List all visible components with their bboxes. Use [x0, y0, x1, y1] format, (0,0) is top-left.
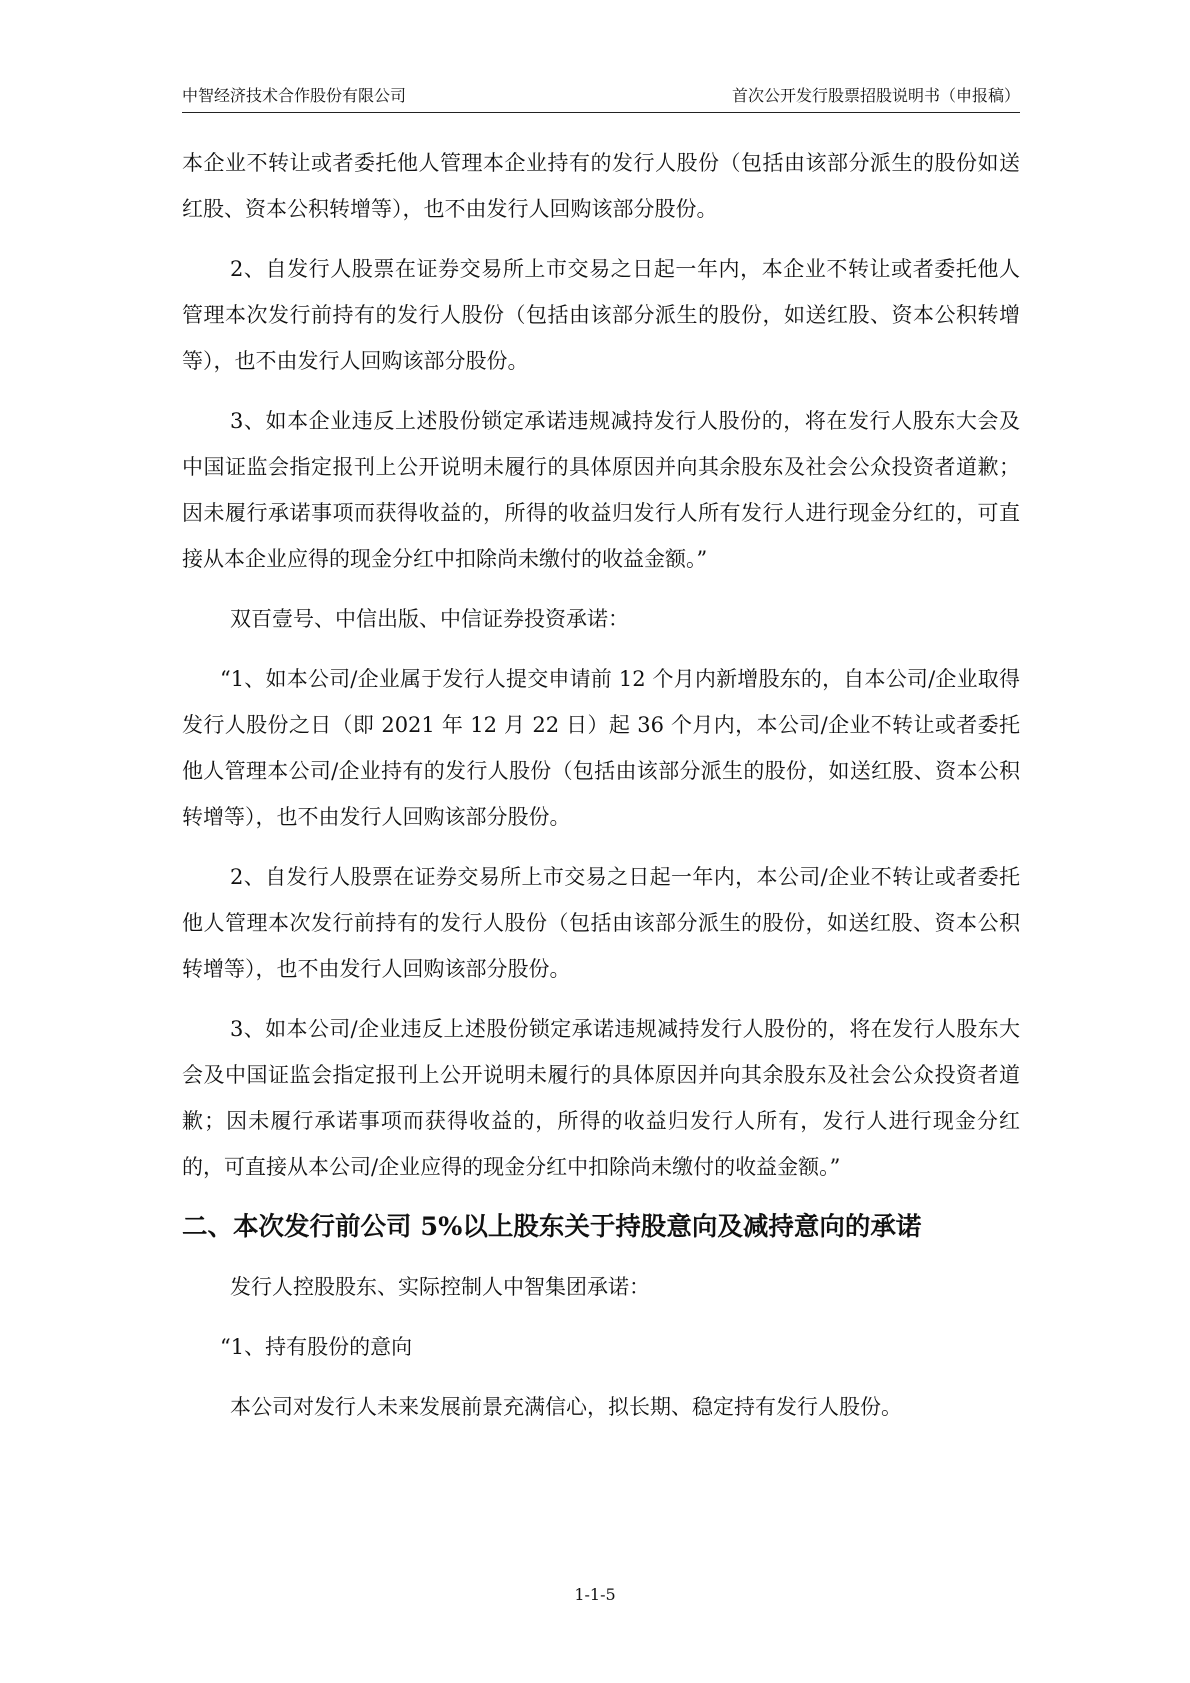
header-company-name: 中智经济技术合作股份有限公司 — [182, 86, 407, 105]
paragraph: “1、持有股份的意向 — [220, 1335, 413, 1359]
paragraph: 3、如本企业违反上述股份锁定承诺违规减持发行人股份的，将在发行人股东大会及中国证监会指定报刊上公开说明未履行的具体原因并向其余股东及社会公众投资者道歉；因未履行承诺事项而获得收益的，所得的收益归发行人所有发行人进行现金分红的，可直接从本企业应得的现金分红中扣除尚未缴付的收益金额。” — [182, 409, 1020, 571]
header-document-title: 首次公开发行股票招股说明书（申报稿） — [731, 86, 1020, 105]
page-header — [182, 84, 1020, 113]
page-number: 1-1-5 — [574, 1585, 616, 1604]
paragraph: 本企业不转让或者委托他人管理本企业持有的发行人股份（包括由该部分派生的股份如送红股、资本公积转增等），也不由发行人回购该部分股份。 — [182, 151, 1020, 221]
paragraph: 3、如本公司/企业违反上述股份锁定承诺违规减持发行人股份的，将在发行人股东大会及中国证监会指定报刊上公开说明未履行的具体原因并向其余股东及社会公众投资者道歉；因未履行承诺事项而获得收益的，所得的收益归发行人所有，发行人进行现金分红的，可直接从本公司/企业应得的现金分红中扣除尚未缴付的收益金额。” — [182, 1017, 1020, 1179]
paragraph: 发行人控股股东、实际控制人中智集团承诺： — [230, 1275, 650, 1299]
paragraph: 2、自发行人股票在证券交易所上市交易之日起一年内，本企业不转让或者委托他人管理本次发行前持有的发行人股份（包括由该部分派生的股份，如送红股、资本公积转增等），也不由发行人回购该部分股份。 — [182, 257, 1020, 373]
section-heading: 二、本次发行前公司 5%以上股东关于持股意向及减持意向的承诺 — [182, 1212, 922, 1242]
page-footer — [0, 1585, 1190, 1604]
paragraph: 双百壹号、中信出版、中信证券投资承诺： — [230, 607, 629, 631]
paragraph: “1、如本公司/企业属于发行人提交申请前 12 个月内新增股东的，自本公司/企业取得发行人股份之日（即 2021 年 12 月 22 日）起 36 个月内，本公司/企业不转让或者委托他人管理本公司/企业持有的发行人股份（包括由该部分派生的股份，如送红股、资本公积转增等），也不由发行人回购该部分股份。 — [182, 667, 1020, 829]
paragraph: 2、自发行人股票在证券交易所上市交易之日起一年内，本公司/企业不转让或者委托他人管理本次发行前持有的发行人股份（包括由该部分派生的股份，如送红股、资本公积转增等），也不由发行人回购该部分股份。 — [182, 865, 1020, 981]
page-body — [182, 140, 1020, 1444]
paragraph: 本公司对发行人未来发展前景充满信心，拟长期、稳定持有发行人股份。 — [230, 1395, 902, 1419]
